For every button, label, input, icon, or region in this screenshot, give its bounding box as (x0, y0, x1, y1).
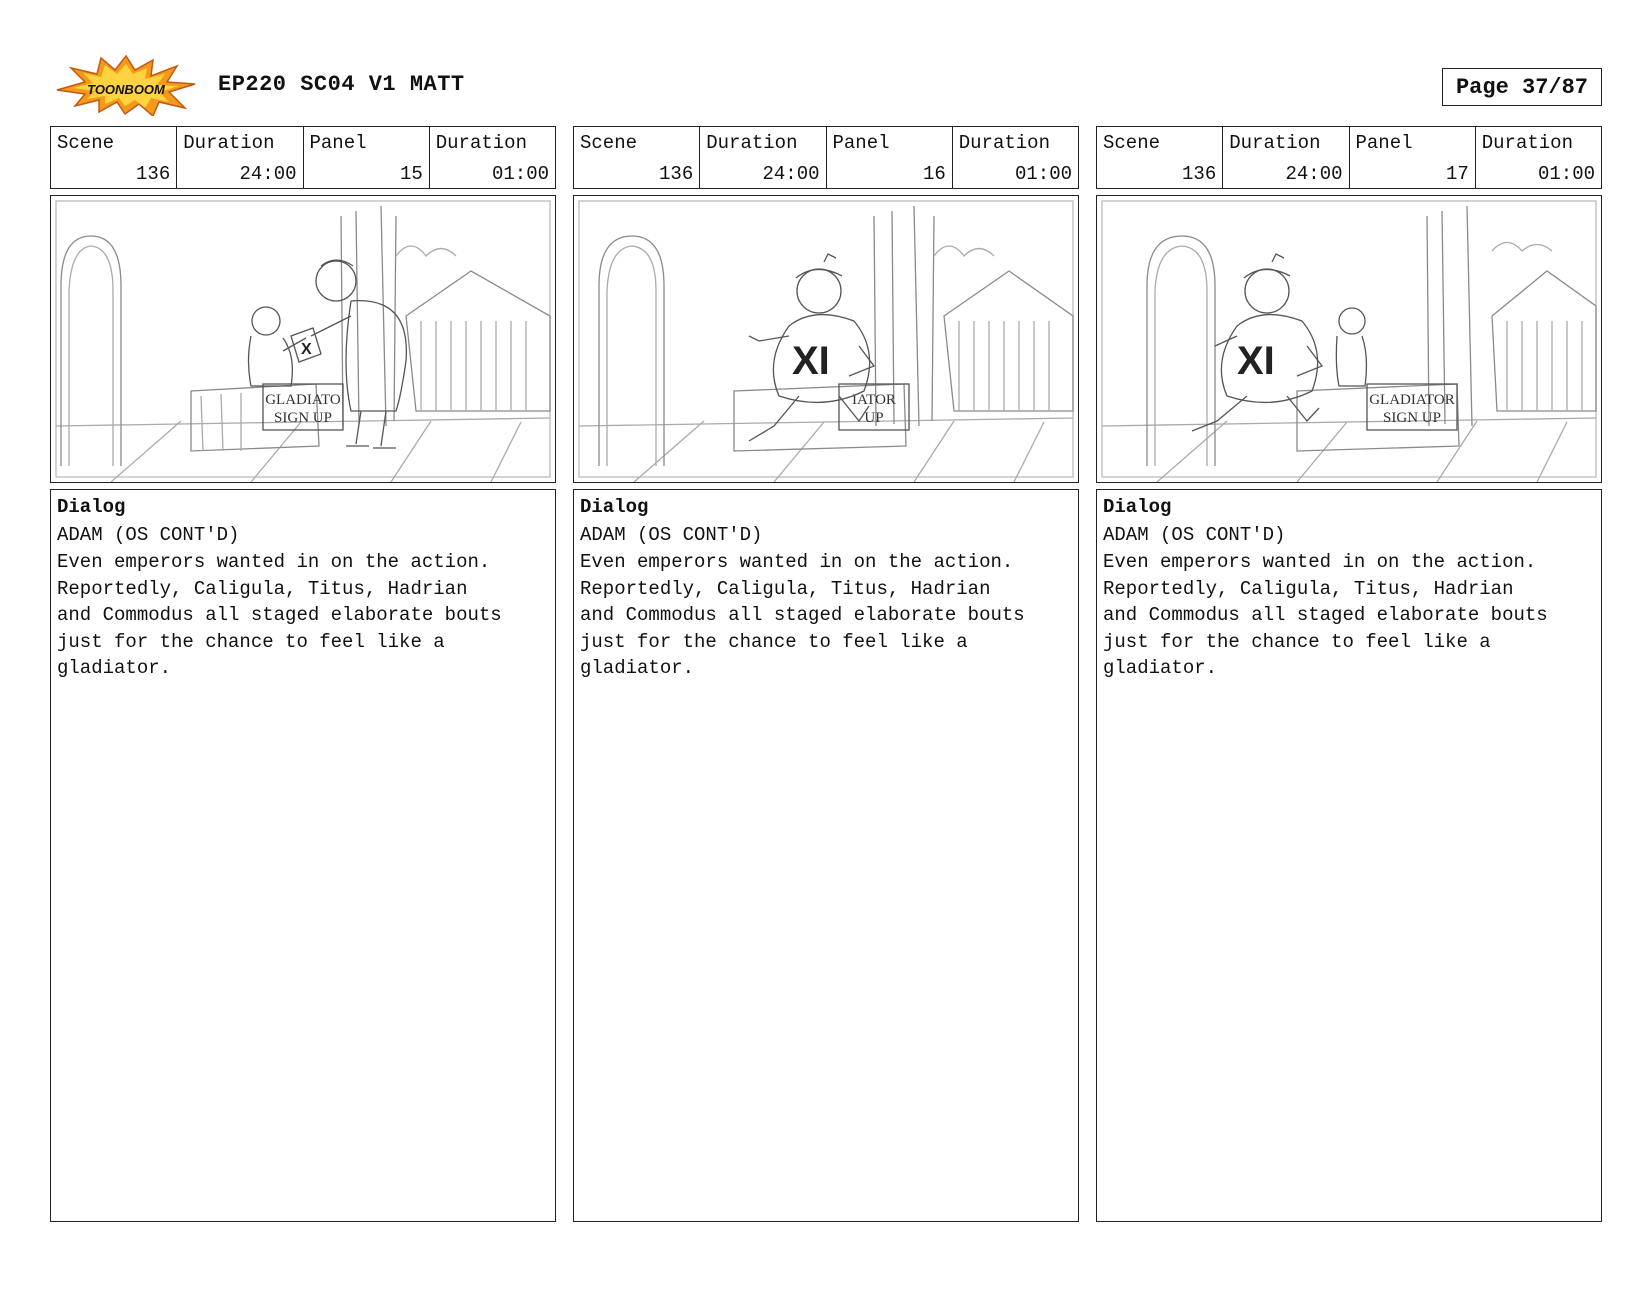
scene-duration-cell (177, 127, 303, 188)
scene-cell (51, 127, 177, 188)
dialog-character: ADAM (OS CONT'D) (1103, 524, 1286, 546)
document-title: EP220 SC04 V1 MATT (218, 72, 465, 97)
sign-text-line1: IATOR (852, 392, 896, 408)
page-counter: Page 37/87 (1442, 68, 1602, 106)
duration-label: Duration (1481, 132, 1573, 154)
panel-value: 17 (1445, 163, 1469, 185)
panel-info-bar (1096, 126, 1602, 189)
page-header (0, 0, 1648, 125)
scene-label: Scene (1103, 132, 1161, 154)
svg-text:XI: XI (1237, 339, 1275, 383)
storyboard-frame (573, 195, 1079, 483)
sign-text-line1: GLADIATOR (1369, 392, 1455, 408)
dialog-line: and Commodus all staged elaborate bouts (1103, 604, 1548, 626)
toonboom-logo (55, 54, 197, 116)
sketch-drawing (574, 196, 1078, 482)
panel-label: Panel (309, 132, 367, 154)
dialog-box (50, 489, 556, 1222)
panel-label: Panel (832, 132, 890, 154)
scene-value: 136 (136, 163, 171, 185)
dialog-box (573, 489, 1079, 1222)
scene-cell (1097, 127, 1223, 188)
dialog-heading: Dialog (580, 496, 649, 518)
scene-duration-cell (700, 127, 826, 188)
dialog-heading: Dialog (1103, 496, 1172, 518)
panel-duration-cell (430, 127, 555, 188)
svg-text:X: X (301, 341, 312, 358)
dialog-line: just for the chance to feel like a (1103, 630, 1491, 653)
scene-value: 136 (1182, 163, 1217, 185)
dialog-line: and Commodus all staged elaborate bouts (580, 604, 1025, 626)
dialog-heading: Dialog (57, 496, 126, 518)
dialog-line: Even emperors wanted in on the action. (580, 551, 1014, 573)
dialog-line: gladiator. (57, 657, 172, 679)
sign-text-line2: UP (864, 410, 884, 426)
panel-value: 16 (922, 163, 946, 185)
sketch-drawing (1097, 196, 1601, 482)
sign-text-line1: GLADIATO (265, 392, 341, 408)
dialog-character: ADAM (OS CONT'D) (57, 524, 240, 546)
dialog-line: Reportedly, Caligula, Titus, Hadrian (580, 577, 991, 600)
duration-label: Duration (1229, 132, 1321, 154)
scene-cell (574, 127, 700, 188)
sign-text-line2: SIGN UP (274, 410, 332, 426)
dialog-box (1096, 489, 1602, 1222)
panel-duration-cell (1476, 127, 1601, 188)
dialog-line: Even emperors wanted in on the action. (1103, 551, 1537, 573)
scene-duration-cell (1223, 127, 1349, 188)
sketch-drawing (51, 196, 555, 482)
scene-label: Scene (57, 132, 115, 154)
duration-label: Duration (435, 132, 527, 154)
scene-value: 136 (659, 163, 694, 185)
dialog-line: Reportedly, Caligula, Titus, Hadrian (57, 577, 468, 600)
scene-label: Scene (580, 132, 638, 154)
logo-text: TOONBOOM (87, 82, 165, 97)
sign-text-line2: SIGN UP (1383, 410, 1441, 426)
dialog-line: just for the chance to feel like a (57, 630, 445, 653)
panel-duration-cell (953, 127, 1078, 188)
svg-text:XI: XI (792, 339, 830, 383)
panel-value: 15 (399, 163, 423, 185)
duration-label: Duration (958, 132, 1050, 154)
duration-label: Duration (183, 132, 275, 154)
dialog-line: and Commodus all staged elaborate bouts (57, 604, 502, 626)
panel-info-bar (50, 126, 556, 189)
panel-cell (827, 127, 953, 188)
scene-duration-value: 24:00 (762, 163, 820, 185)
dialog-line: just for the chance to feel like a (580, 630, 968, 653)
dialog-line: gladiator. (580, 657, 695, 679)
panel-cell (304, 127, 430, 188)
dialog-line: gladiator. (1103, 657, 1218, 679)
scene-duration-value: 24:00 (1285, 163, 1343, 185)
panel-duration-value: 01:00 (1537, 163, 1595, 185)
storyboard-frame (1096, 195, 1602, 483)
dialog-character: ADAM (OS CONT'D) (580, 524, 763, 546)
panel-duration-value: 01:00 (491, 163, 549, 185)
scene-duration-value: 24:00 (239, 163, 297, 185)
dialog-line: Even emperors wanted in on the action. (57, 551, 491, 573)
panel-cell (1350, 127, 1476, 188)
duration-label: Duration (706, 132, 798, 154)
panel-label: Panel (1355, 132, 1413, 154)
storyboard-frame (50, 195, 556, 483)
dialog-line: Reportedly, Caligula, Titus, Hadrian (1103, 577, 1514, 600)
panel-info-bar (573, 126, 1079, 189)
panel-duration-value: 01:00 (1014, 163, 1072, 185)
